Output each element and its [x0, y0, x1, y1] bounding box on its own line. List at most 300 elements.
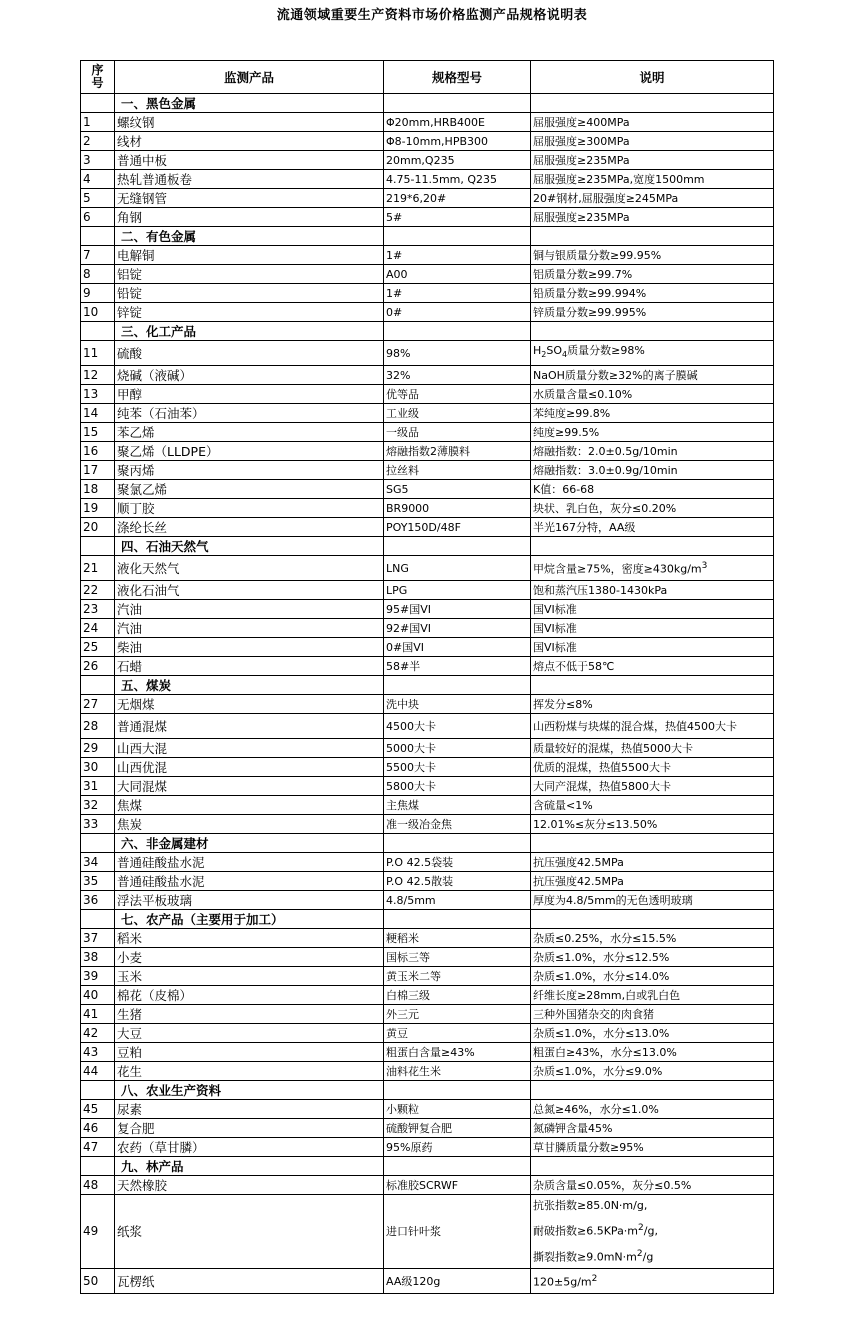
category-seq-cell [81, 322, 115, 341]
category-spec-cell [384, 1081, 531, 1100]
category-row [81, 227, 774, 246]
table-row [81, 1269, 774, 1294]
table-row [81, 929, 774, 948]
row-desc: 抗压强度42.5MPa [531, 872, 774, 891]
row-desc: 锌质量分数≥99.995% [531, 303, 774, 322]
row-seq: 32 [81, 796, 115, 815]
row-desc: 饱和蒸汽压1380-1430kPa [531, 581, 774, 600]
row-desc: 屈服强度≥235MPa [531, 151, 774, 170]
row-spec: 白棉三级 [384, 986, 531, 1005]
row-product: 液化天然气 [115, 556, 384, 581]
row-spec: POY150D/48F [384, 518, 531, 537]
row-desc: 屈服强度≥235MPa [531, 208, 774, 227]
category-desc-cell [531, 537, 774, 556]
row-seq: 2 [81, 132, 115, 151]
row-spec: 5800大卡 [384, 777, 531, 796]
category-spec-cell [384, 910, 531, 929]
row-product: 山西优混 [115, 758, 384, 777]
category-name: 六、非金属建材 [115, 834, 384, 853]
table-row [81, 739, 774, 758]
row-product: 铅锭 [115, 284, 384, 303]
row-desc: 杂质含量≤0.05%，灰分≤0.5% [531, 1176, 774, 1195]
row-seq: 44 [81, 1062, 115, 1081]
table-row [81, 189, 774, 208]
row-desc: 半光167分特，AA级 [531, 518, 774, 537]
row-desc: 三种外国猪杂交的肉食猪 [531, 1005, 774, 1024]
row-spec: 4500大卡 [384, 714, 531, 739]
row-desc-line: 撕裂指数$\ge 9.0mN\cdot m^2/g$ [533, 1248, 654, 1264]
table-row [81, 170, 774, 189]
category-spec-cell [384, 94, 531, 113]
row-product: 尿素 [115, 1100, 384, 1119]
row-desc: 杂质≤1.0%，水分≤13.0% [531, 1024, 774, 1043]
row-product: 纸浆 [115, 1195, 384, 1269]
row-desc [531, 1195, 774, 1269]
table-row [81, 714, 774, 739]
header-product: 监测产品 [115, 61, 384, 94]
row-desc: K值：66-68 [531, 480, 774, 499]
row-spec: 黄豆 [384, 1024, 531, 1043]
row-seq: 1 [81, 113, 115, 132]
row-product: 瓦楞纸 [115, 1269, 384, 1294]
row-spec: A00 [384, 265, 531, 284]
row-seq: 8 [81, 265, 115, 284]
category-desc-cell [531, 910, 774, 929]
row-desc: 纯度≥99.5% [531, 423, 774, 442]
row-product: 铝锭 [115, 265, 384, 284]
category-seq-cell [81, 910, 115, 929]
row-product: 普通中板 [115, 151, 384, 170]
row-seq: 24 [81, 619, 115, 638]
table-row [81, 341, 774, 366]
row-spec: 硫酸钾复合肥 [384, 1119, 531, 1138]
row-seq: 14 [81, 404, 115, 423]
row-desc: 挥发分≤8% [531, 695, 774, 714]
row-seq: 3 [81, 151, 115, 170]
category-row [81, 1081, 774, 1100]
category-name: 五、煤炭 [115, 676, 384, 695]
row-seq: 36 [81, 891, 115, 910]
row-seq: 45 [81, 1100, 115, 1119]
row-desc: 国VI标准 [531, 638, 774, 657]
row-product: 稻米 [115, 929, 384, 948]
row-desc-line: 抗张指数≥85.0N·m/g, [533, 1199, 648, 1212]
row-desc: 铝质量分数≥99.7% [531, 265, 774, 284]
row-spec: 1# [384, 246, 531, 265]
category-row [81, 910, 774, 929]
row-product: 山西大混 [115, 739, 384, 758]
row-spec: 5500大卡 [384, 758, 531, 777]
table-row [81, 638, 774, 657]
row-seq: 19 [81, 499, 115, 518]
table-row [81, 815, 774, 834]
category-name: 四、石油天然气 [115, 537, 384, 556]
row-seq: 34 [81, 853, 115, 872]
row-product: 顺丁胶 [115, 499, 384, 518]
row-seq: 33 [81, 815, 115, 834]
row-seq: 12 [81, 366, 115, 385]
row-spec: 小颗粒 [384, 1100, 531, 1119]
table-row [81, 619, 774, 638]
row-seq: 42 [81, 1024, 115, 1043]
row-desc: 杂质≤1.0%，水分≤12.5% [531, 948, 774, 967]
row-seq: 37 [81, 929, 115, 948]
row-seq: 40 [81, 986, 115, 1005]
row-spec: LNG [384, 556, 531, 581]
table-row [81, 480, 774, 499]
table-row [81, 1176, 774, 1195]
row-product: 热轧普通板卷 [115, 170, 384, 189]
row-product: 汽油 [115, 600, 384, 619]
row-product: 生猪 [115, 1005, 384, 1024]
row-desc: 大同产混煤，热值5800大卡 [531, 777, 774, 796]
row-spec: SG5 [384, 480, 531, 499]
row-desc: 杂质≤0.25%，水分≤15.5% [531, 929, 774, 948]
category-desc-cell [531, 834, 774, 853]
row-desc: 粗蛋白≥43%，水分≤13.0% [531, 1043, 774, 1062]
table-row [81, 1119, 774, 1138]
row-seq: 28 [81, 714, 115, 739]
table-row [81, 113, 774, 132]
row-spec: Φ8-10mm,HPB300 [384, 132, 531, 151]
row-seq: 39 [81, 967, 115, 986]
row-seq: 10 [81, 303, 115, 322]
row-product: 复合肥 [115, 1119, 384, 1138]
row-desc: 20#钢材,屈服强度≥245MPa [531, 189, 774, 208]
row-spec: 95#国VI [384, 600, 531, 619]
row-spec: BR9000 [384, 499, 531, 518]
row-desc: $H_2SO_4$质量分数≥98% [531, 341, 774, 366]
header-seq [81, 61, 115, 94]
row-spec: 98% [384, 341, 531, 366]
table-row [81, 385, 774, 404]
row-product: 普通硅酸盐水泥 [115, 853, 384, 872]
category-seq-cell [81, 227, 115, 246]
row-seq: 4 [81, 170, 115, 189]
row-desc: 厚度为4.8/5mm的无色透明玻璃 [531, 891, 774, 910]
row-product: 螺纹钢 [115, 113, 384, 132]
row-desc: 铜与银质量分数≥99.95% [531, 246, 774, 265]
table-row [81, 986, 774, 1005]
table-row [81, 303, 774, 322]
row-product: 普通硅酸盐水泥 [115, 872, 384, 891]
row-seq: 50 [81, 1269, 115, 1294]
row-desc: 甲烷含量≥75%，密度$\ge 430kg/m^3$ [531, 556, 774, 581]
row-desc: 优质的混煤，热值5500大卡 [531, 758, 774, 777]
row-seq: 29 [81, 739, 115, 758]
row-product: 大同混煤 [115, 777, 384, 796]
row-product: 纯苯（石油苯） [115, 404, 384, 423]
row-seq: 18 [81, 480, 115, 499]
row-desc: 氮磷钾含量45% [531, 1119, 774, 1138]
row-spec: 5# [384, 208, 531, 227]
row-product: 石蜡 [115, 657, 384, 676]
row-spec: 准一级冶金焦 [384, 815, 531, 834]
category-row [81, 322, 774, 341]
table-row [81, 796, 774, 815]
row-product: 液化石油气 [115, 581, 384, 600]
row-product: 花生 [115, 1062, 384, 1081]
table-row [81, 1024, 774, 1043]
row-desc: 纤维长度≥28mm,白或乳白色 [531, 986, 774, 1005]
row-product: 烧碱（液碱） [115, 366, 384, 385]
row-product: 角钢 [115, 208, 384, 227]
table-row [81, 208, 774, 227]
row-seq: 7 [81, 246, 115, 265]
table-row [81, 1138, 774, 1157]
row-seq: 6 [81, 208, 115, 227]
category-row [81, 1157, 774, 1176]
category-name: 八、农业生产资料 [115, 1081, 384, 1100]
row-spec: 标准胶SCRWF [384, 1176, 531, 1195]
row-spec: 5000大卡 [384, 739, 531, 758]
row-desc: 熔点不低于58℃ [531, 657, 774, 676]
table-row [81, 1195, 774, 1269]
row-product: 焦炭 [115, 815, 384, 834]
table-row [81, 366, 774, 385]
row-product: 浮法平板玻璃 [115, 891, 384, 910]
category-desc-cell [531, 1157, 774, 1176]
row-seq: 48 [81, 1176, 115, 1195]
table-row [81, 518, 774, 537]
row-desc: NaOH质量分数≥32%的离子膜碱 [531, 366, 774, 385]
row-seq: 20 [81, 518, 115, 537]
category-spec-cell [384, 676, 531, 695]
row-spec: 拉丝料 [384, 461, 531, 480]
row-seq: 16 [81, 442, 115, 461]
table-row [81, 600, 774, 619]
row-desc: $120\pm 5g/m^2$ [531, 1269, 774, 1294]
row-product: 电解铜 [115, 246, 384, 265]
row-spec: 58#半 [384, 657, 531, 676]
header-desc: 说明 [531, 61, 774, 94]
row-spec: 油料花生米 [384, 1062, 531, 1081]
row-spec: 熔融指数2薄膜料 [384, 442, 531, 461]
category-spec-cell [384, 1157, 531, 1176]
category-name: 九、林产品 [115, 1157, 384, 1176]
category-name: 七、农产品（主要用于加工） [115, 910, 384, 929]
row-desc: 屈服强度≥300MPa [531, 132, 774, 151]
row-desc: 屈服强度≥400MPa [531, 113, 774, 132]
row-spec: 4.8/5mm [384, 891, 531, 910]
row-product: 聚丙烯 [115, 461, 384, 480]
row-spec: 32% [384, 366, 531, 385]
row-desc: 杂质≤1.0%，水分≤9.0% [531, 1062, 774, 1081]
row-desc: 国VI标准 [531, 619, 774, 638]
row-product: 锌锭 [115, 303, 384, 322]
category-seq-cell [81, 676, 115, 695]
row-spec: 20mm,Q235 [384, 151, 531, 170]
row-product: 苯乙烯 [115, 423, 384, 442]
category-name: 一、黑色金属 [115, 94, 384, 113]
row-product: 豆粕 [115, 1043, 384, 1062]
row-spec: 优等品 [384, 385, 531, 404]
row-spec: 主焦煤 [384, 796, 531, 815]
table-body [81, 94, 774, 1294]
row-spec: 1# [384, 284, 531, 303]
row-seq: 15 [81, 423, 115, 442]
category-spec-cell [384, 537, 531, 556]
table-row [81, 967, 774, 986]
table-row [81, 404, 774, 423]
row-seq: 41 [81, 1005, 115, 1024]
row-product: 线材 [115, 132, 384, 151]
table-header-row [81, 61, 774, 94]
table-row [81, 423, 774, 442]
row-desc: 草甘膦质量分数≥95% [531, 1138, 774, 1157]
table-row [81, 556, 774, 581]
row-product: 焦煤 [115, 796, 384, 815]
category-row [81, 676, 774, 695]
row-desc: 含硫量<1% [531, 796, 774, 815]
row-spec: P.O 42.5袋装 [384, 853, 531, 872]
row-spec: Φ20mm,HRB400E [384, 113, 531, 132]
table-row [81, 1062, 774, 1081]
row-seq: 46 [81, 1119, 115, 1138]
row-product: 玉米 [115, 967, 384, 986]
row-seq: 13 [81, 385, 115, 404]
category-seq-cell [81, 1157, 115, 1176]
table-row [81, 695, 774, 714]
category-spec-cell [384, 227, 531, 246]
table-row [81, 777, 774, 796]
row-desc: 抗压强度42.5MPa [531, 853, 774, 872]
row-desc: 山西粉煤与块煤的混合煤，热值4500大卡 [531, 714, 774, 739]
category-row [81, 94, 774, 113]
table-row [81, 265, 774, 284]
row-desc: 块状、乳白色，灰分≤0.20% [531, 499, 774, 518]
row-seq: 27 [81, 695, 115, 714]
row-spec: 工业级 [384, 404, 531, 423]
row-seq: 21 [81, 556, 115, 581]
category-seq-cell [81, 94, 115, 113]
row-seq: 38 [81, 948, 115, 967]
table-row [81, 1100, 774, 1119]
table-row [81, 948, 774, 967]
page-title: 流通领域重要生产资料市场价格监测产品规格说明表 [276, 8, 588, 23]
row-seq: 22 [81, 581, 115, 600]
table-row [81, 132, 774, 151]
row-product: 大豆 [115, 1024, 384, 1043]
row-product: 硫酸 [115, 341, 384, 366]
row-product: 涤纶长丝 [115, 518, 384, 537]
row-product: 棉花（皮棉） [115, 986, 384, 1005]
row-desc: 屈服强度≥235MPa,宽度1500mm [531, 170, 774, 189]
category-spec-cell [384, 834, 531, 853]
row-product: 无缝钢管 [115, 189, 384, 208]
category-row [81, 537, 774, 556]
row-spec: LPG [384, 581, 531, 600]
row-product: 聚氯乙烯 [115, 480, 384, 499]
row-spec: 国标三等 [384, 948, 531, 967]
row-desc: 熔融指数：3.0±0.9g/10min [531, 461, 774, 480]
row-spec: 黄玉米二等 [384, 967, 531, 986]
header-spec: 规格型号 [384, 61, 531, 94]
row-seq: 5 [81, 189, 115, 208]
row-product: 聚乙烯（LLDPE） [115, 442, 384, 461]
category-desc-cell [531, 227, 774, 246]
table-row [81, 853, 774, 872]
row-product: 天然橡胶 [115, 1176, 384, 1195]
row-spec: 进口针叶浆 [384, 1195, 531, 1269]
row-spec: 洗中块 [384, 695, 531, 714]
row-seq: 17 [81, 461, 115, 480]
row-product: 甲醇 [115, 385, 384, 404]
table-row [81, 891, 774, 910]
table-row [81, 581, 774, 600]
table-row [81, 499, 774, 518]
row-seq: 30 [81, 758, 115, 777]
row-seq: 11 [81, 341, 115, 366]
table-row [81, 151, 774, 170]
row-desc: 质量较好的混煤，热值5000大卡 [531, 739, 774, 758]
row-spec: 外三元 [384, 1005, 531, 1024]
table-row [81, 872, 774, 891]
row-spec: AA级120g [384, 1269, 531, 1294]
table-row [81, 1005, 774, 1024]
row-spec: 0# [384, 303, 531, 322]
category-seq-cell [81, 834, 115, 853]
category-name: 二、有色金属 [115, 227, 384, 246]
row-spec: 粳稻米 [384, 929, 531, 948]
table-row [81, 758, 774, 777]
row-desc: 杂质≤1.0%，水分≤14.0% [531, 967, 774, 986]
row-spec: 219*6,20# [384, 189, 531, 208]
row-seq: 25 [81, 638, 115, 657]
table-row [81, 442, 774, 461]
row-seq: 23 [81, 600, 115, 619]
category-desc-cell [531, 1081, 774, 1100]
table-row [81, 284, 774, 303]
row-desc: 总氮≥46%，水分≤1.0% [531, 1100, 774, 1119]
row-spec: P.O 42.5散装 [384, 872, 531, 891]
row-seq: 31 [81, 777, 115, 796]
row-seq: 35 [81, 872, 115, 891]
row-desc: 水质量含量≤0.10% [531, 385, 774, 404]
row-desc: 12.01%≤灰分≤13.50% [531, 815, 774, 834]
row-seq: 47 [81, 1138, 115, 1157]
category-spec-cell [384, 322, 531, 341]
table-row [81, 461, 774, 480]
row-product: 柴油 [115, 638, 384, 657]
row-product: 农药（草甘膦） [115, 1138, 384, 1157]
table-row [81, 246, 774, 265]
category-desc-cell [531, 94, 774, 113]
row-spec: 95%原药 [384, 1138, 531, 1157]
row-spec: 4.75-11.5mm, Q235 [384, 170, 531, 189]
row-seq: 49 [81, 1195, 115, 1269]
row-seq: 43 [81, 1043, 115, 1062]
row-spec: 一级品 [384, 423, 531, 442]
table-row [81, 657, 774, 676]
category-seq-cell [81, 1081, 115, 1100]
row-spec: 92#国VI [384, 619, 531, 638]
row-product: 无烟煤 [115, 695, 384, 714]
row-desc: 苯纯度≥99.8% [531, 404, 774, 423]
row-desc: 铅质量分数≥99.994% [531, 284, 774, 303]
row-spec: 粗蛋白含量≥43% [384, 1043, 531, 1062]
header-seq-label: 序 号 [91, 63, 104, 90]
row-product: 小麦 [115, 948, 384, 967]
row-product: 汽油 [115, 619, 384, 638]
category-desc-cell [531, 322, 774, 341]
spec-table [80, 60, 774, 1294]
row-seq: 9 [81, 284, 115, 303]
row-desc: 国VI标准 [531, 600, 774, 619]
table-row [81, 1043, 774, 1062]
row-product: 普通混煤 [115, 714, 384, 739]
row-desc-line: 耐破指数$\ge 6.5KPa\cdot m^2/g$, [533, 1223, 658, 1238]
